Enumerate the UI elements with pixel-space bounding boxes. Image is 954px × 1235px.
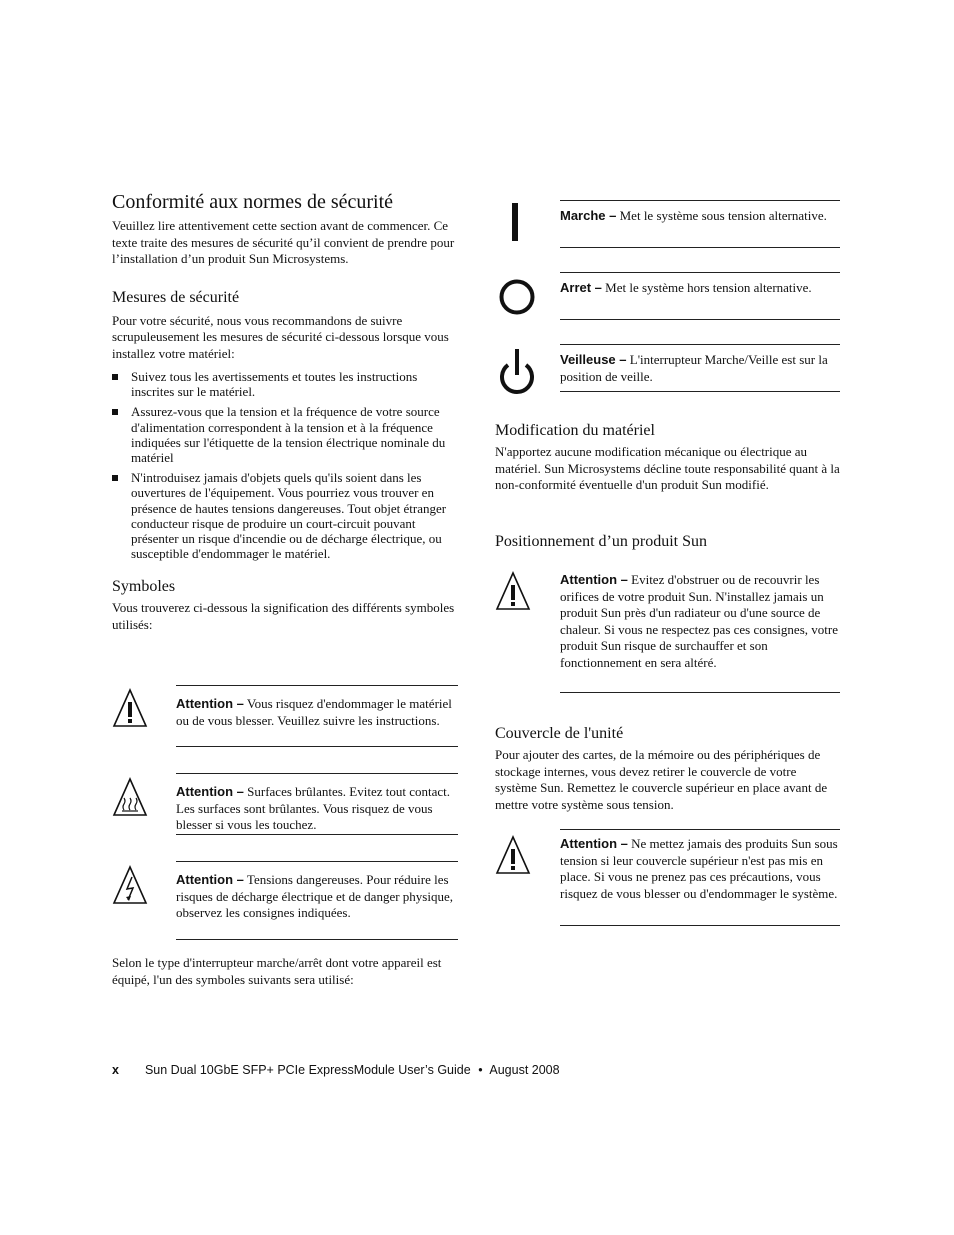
intro-paragraph: Veuillez lire attentivement cette section avant de commencer. Ce texte traite des mesures de sécurité qu’il convient de prendre pour l’installation d’un produit Sun Microsystems. <box>112 218 455 266</box>
left-column <box>112 190 458 633</box>
warning-exclamation-icon <box>495 571 531 616</box>
page-title: Conformité aux normes de sécurité <box>112 191 394 213</box>
switch-box-off: Arret – Met le système hors tension alternative. <box>560 272 840 320</box>
list-item: Assurez-vous que la tension et la fréquence de votre source d'alimentation correspondent à la tension et à la fréquence indiquées sur l'étiquette de la tension électrique nominale du matériel <box>112 404 458 465</box>
power-on-icon <box>510 203 520 246</box>
notice-box-electric: Attention – Tensions dangereuses. Pour réduire les risques de décharge électrique et de danger physique, observez les consignes indiquées. <box>176 861 458 940</box>
modification-paragraph: N'apportez aucune modification mécanique ou électrique au matériel. Sun Microsystems décline toute responsabilité quant à la non-conformité éventuelle d'un produit Sun modifié. <box>495 444 840 492</box>
cover-heading: Couvercle de l'unité <box>495 725 624 742</box>
bullet-square-icon <box>112 374 118 380</box>
measures-heading: Mesures de sécurité <box>112 288 240 306</box>
cover-paragraph: Pour ajouter des cartes, de la mémoire ou des périphériques de stockage internes, vous devez retirer le couvercle de votre système Sun. Remettez le couvercle supérieur en place avant de mettre votre système sous tension. <box>495 747 828 812</box>
measures-list <box>112 369 458 561</box>
document-title: Sun Dual 10GbE SFP+ PCIe ExpressModule User’s Guide <box>144 1063 471 1077</box>
switch-box-standby: Veilleuse – L'interrupteur Marche/Veille est sur la position de veille. <box>560 344 840 392</box>
list-item: N'introduisez jamais d'objets quels qu'ils soient dans les ouvertures de l'équipement. Vous pourriez vous trouver en présence de hautes tensions dangereuses. Tout objet étranger conducteur risque de produire un court-circuit pouvant présenter un risque d'incendie ou de décharge électrique, ou susceptible d'endommager le matériel. <box>112 470 458 561</box>
switch-intro: Selon le type d'interrupteur marche/arrêt dont votre appareil est équipé, l'un des symboles suivants sera utilisé: <box>112 955 442 987</box>
warning-exclamation-icon <box>495 835 531 880</box>
modification-heading: Modification du matériel <box>495 422 655 439</box>
cover-section <box>495 724 841 813</box>
warning-exclamation-icon <box>112 688 148 733</box>
placement-heading: Positionnement d’un produit Sun <box>495 533 707 550</box>
page-number: x <box>112 1063 119 1077</box>
hot-surface-icon <box>112 777 148 822</box>
footer-separator: • <box>478 1063 483 1077</box>
electric-shock-icon <box>112 865 148 910</box>
switch-box-on: Marche – Met le système sous tension alternative. <box>560 200 840 248</box>
notice-box-placement: Attention – Evitez d'obstruer ou de recouvrir les orifices de votre produit Sun. N'installez jamais un produit Sun près d'un radiateur ou d'une source de chaleur. Si vous ne respectez pas ces consignes, votre produit Sun risque de surchauffer et son fonctionnement en sera altéré. <box>560 566 840 693</box>
document-date: August 2008 <box>489 1063 560 1077</box>
power-off-icon <box>498 278 536 321</box>
notice-box-cover: Attention – Ne mettez jamais des produits Sun sous tension si leur couvercle supérieur n'est pas mis en place. Si vous ne prenez pas ces précautions, vous risquez de vous blesser ou d'endommager le système. <box>560 829 840 926</box>
symbols-heading: Symboles <box>112 578 176 596</box>
page-footer <box>112 1063 560 1077</box>
notice-box-hot-surface: Attention – Surfaces brûlantes. Evitez tout contact. Les surfaces sont brûlantes. Vous risquez de vous blesser si vous les touchez. <box>176 773 458 835</box>
bullet-square-icon <box>112 475 118 481</box>
modification-section <box>495 421 841 494</box>
list-item: Suivez tous les avertissements et toutes les instructions inscrites sur le matériel. <box>112 369 458 399</box>
symbols-intro: Vous trouverez ci-dessous la signification des différents symboles utilisés: <box>112 600 455 632</box>
standby-icon <box>498 349 536 400</box>
notice-box-warning: Attention – Vous risquez d'endommager le matériel ou de vous blesser. Veuillez suivre les instructions. <box>176 685 458 747</box>
measures-intro: Pour votre sécurité, nous vous recommandons de suivre scrupuleusement les mesures de sécurité ci-dessous lorsque vous installez votre matériel: <box>112 312 449 361</box>
bullet-square-icon <box>112 409 118 415</box>
